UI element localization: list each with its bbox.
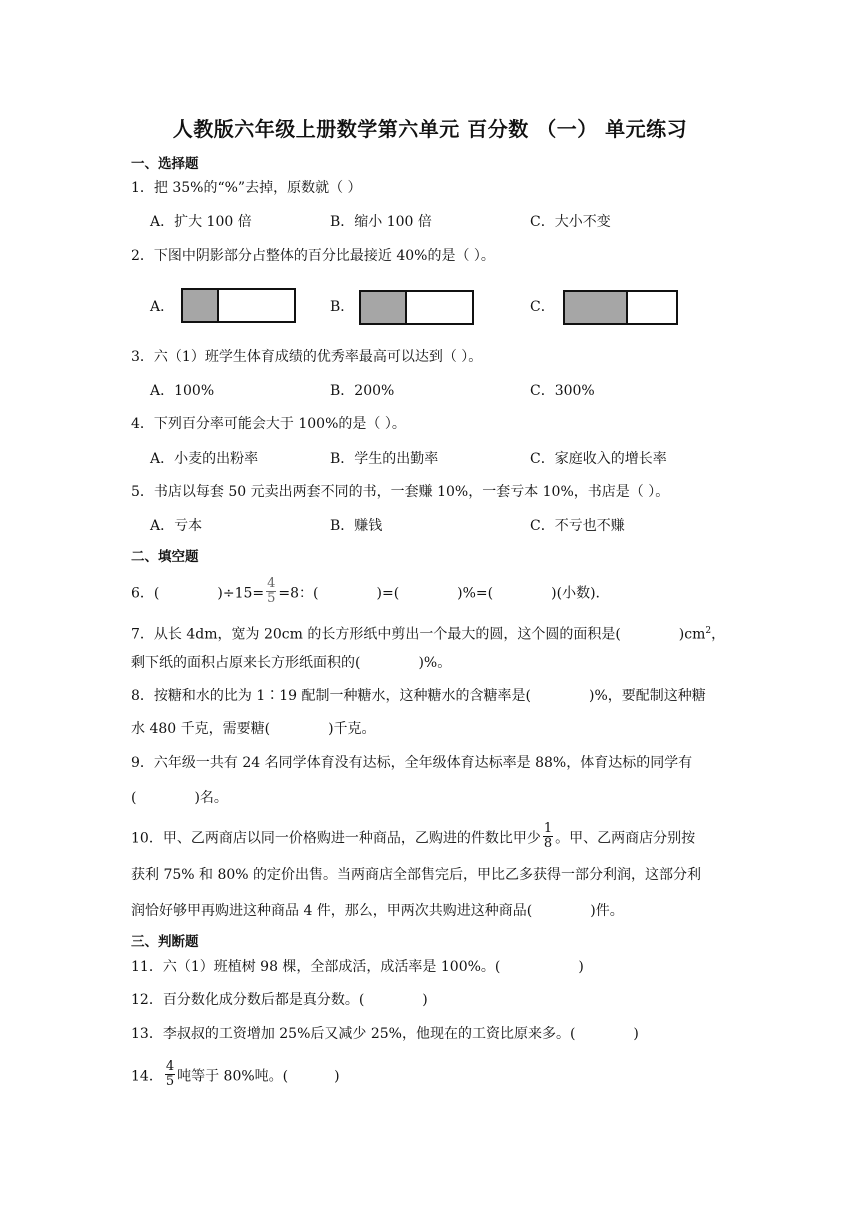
q2-option-b: B．	[330, 299, 355, 315]
question-6	[131, 576, 600, 608]
q8-text-a: 8．按糖和水的比为 1∶19 配制一种糖水，这种糖水的含糖率是(	[131, 688, 531, 704]
question-8-line-1	[131, 686, 706, 706]
q10-text-b: 。甲、乙两商店分别按	[555, 830, 696, 847]
q5-option-b: B．赚钱	[330, 518, 383, 534]
q13-text: 13．李叔叔的工资增加 25%后又减少 25%，他现在的工资比原来多。(	[131, 1026, 576, 1042]
q11-close: )	[578, 959, 584, 975]
question-10-line-3	[131, 901, 624, 921]
q4-option-b: B．学生的出勤率	[330, 451, 439, 467]
question-3: 3．六（1）班学生体育成绩的优秀率最高可以达到（ ）。	[131, 349, 483, 365]
q12-close: )	[422, 992, 428, 1008]
q6-part-4: )=(	[376, 585, 400, 602]
q11-text: 11．六（1）班植树 98 棵，全部成活，成活率是 100%。(	[131, 959, 501, 975]
q2-figure-c	[563, 290, 678, 325]
q10-fraction-numerator: 1	[543, 821, 553, 836]
q10-text-c: 润恰好够甲再购进这种商品 4 件，那么，甲两次共购进这种商品(	[131, 903, 533, 919]
q6-part-6: )(小数).	[551, 585, 600, 602]
q2-figure-a	[181, 288, 296, 323]
q14-close: )	[334, 1068, 340, 1085]
question-9-line-2	[131, 788, 228, 808]
question-10-line-2: 获利 75% 和 80% 的定价出售。当两商店全部售完后，甲比乙多获得一部分利润，这部分利	[131, 867, 702, 883]
q8-text-c: 水 480 千克，需要糖(	[131, 721, 271, 737]
q6-part-5: )%=(	[457, 585, 494, 602]
q10-text-a: 10．甲、乙两商店以同一价格购进一种商品，乙购进的件数比甲少	[131, 830, 541, 847]
section-heading-judge: 三、判断题	[131, 934, 199, 950]
q7-text-e: )%。	[418, 655, 452, 671]
q5-option-a: A．亏本	[150, 518, 203, 534]
question-5: 5．书店以每套 50 元卖出两套不同的书，一套赚 10%，一套亏本 10%，书店是（ ）。	[131, 484, 670, 500]
q2-figure-b	[359, 290, 474, 325]
q9-text-b: )名。	[194, 790, 228, 806]
question-2: 2．下图中阴影部分占整体的百分比最接近 40%的是（ ）。	[131, 248, 495, 264]
q13-close: )	[633, 1026, 639, 1042]
question-7-line-2	[131, 653, 451, 673]
page-title: 人教版六年级上册数学第六单元 百分数 （一） 单元练习	[172, 117, 688, 141]
q10-text-d: )件。	[590, 903, 624, 919]
q12-text: 12．百分数化成分数后都是真分数。(	[131, 992, 365, 1008]
q8-text-b: )%，要配制这种糖	[589, 688, 706, 704]
q2-figure-b-shade	[361, 292, 407, 323]
q1-option-b: B．缩小 100 倍	[330, 214, 432, 230]
section-heading-choice: 一、选择题	[131, 156, 199, 172]
q7-superscript: 2	[705, 626, 712, 636]
question-13	[131, 1024, 639, 1044]
q6-part-3: =8：(	[278, 585, 319, 602]
q5-option-c: C．不亏也不赚	[530, 518, 625, 534]
q6-part-1: 6．(	[131, 585, 160, 602]
question-8-line-2	[131, 719, 376, 739]
q10-fraction-denominator: 8	[543, 836, 553, 851]
q14-fraction-numerator: 4	[165, 1059, 175, 1074]
question-11	[131, 957, 584, 977]
q1-option-a: A．扩大 100 倍	[150, 214, 252, 230]
q9-text-a: (	[131, 790, 137, 806]
q8-text-d: )千克。	[328, 721, 376, 737]
q6-fraction-numerator: 4	[267, 576, 276, 591]
q4-option-a: A．小麦的出粉率	[150, 451, 259, 467]
q10-fraction	[543, 822, 553, 851]
q14-fraction-denominator: 5	[165, 1074, 175, 1089]
question-9-line-1: 9．六年级一共有 24 名同学体育没有达标，全年级体育达标率是 88%，体育达标的同学有	[131, 755, 693, 771]
question-1: 1．把 35%的“%”去掉，原数就（ ）	[131, 180, 362, 196]
q4-option-c: C．家庭收入的增长率	[530, 451, 667, 467]
q14-fraction	[165, 1060, 175, 1089]
q6-fraction	[266, 577, 276, 606]
q2-option-a: A．	[150, 299, 175, 315]
q7-text-c: ，	[711, 626, 726, 643]
q7-text-b: )cm	[678, 626, 706, 643]
question-7-line-1	[131, 621, 725, 645]
q14-text-b: 吨等于 80%吨。(	[177, 1068, 289, 1085]
question-4: 4．下列百分率可能会大于 100%的是（ ）。	[131, 416, 406, 432]
question-10-line-1	[131, 821, 696, 853]
q6-part-2: )÷15=	[217, 585, 265, 602]
q3-option-b: B．200%	[330, 383, 395, 399]
question-12	[131, 990, 428, 1010]
q1-option-c: C．大小不变	[530, 214, 611, 230]
q7-text-a: 7．从长 4dm，宽为 20cm 的长方形纸中剪出一个最大的圆，这个圆的面积是(	[131, 626, 621, 643]
q2-figure-c-shade	[565, 292, 628, 323]
section-heading-fill: 二、填空题	[131, 549, 199, 565]
q14-text-a: 14．	[131, 1068, 163, 1085]
q2-option-c: C．	[530, 299, 555, 315]
question-14	[131, 1059, 340, 1091]
q6-fraction-denominator: 5	[267, 591, 276, 606]
q3-option-c: C．300%	[530, 383, 595, 399]
q3-option-a: A．100%	[150, 383, 215, 399]
q7-text-d: 剩下纸的面积占原来长方形纸面积的(	[131, 655, 361, 671]
q2-figure-a-shade	[183, 290, 219, 321]
